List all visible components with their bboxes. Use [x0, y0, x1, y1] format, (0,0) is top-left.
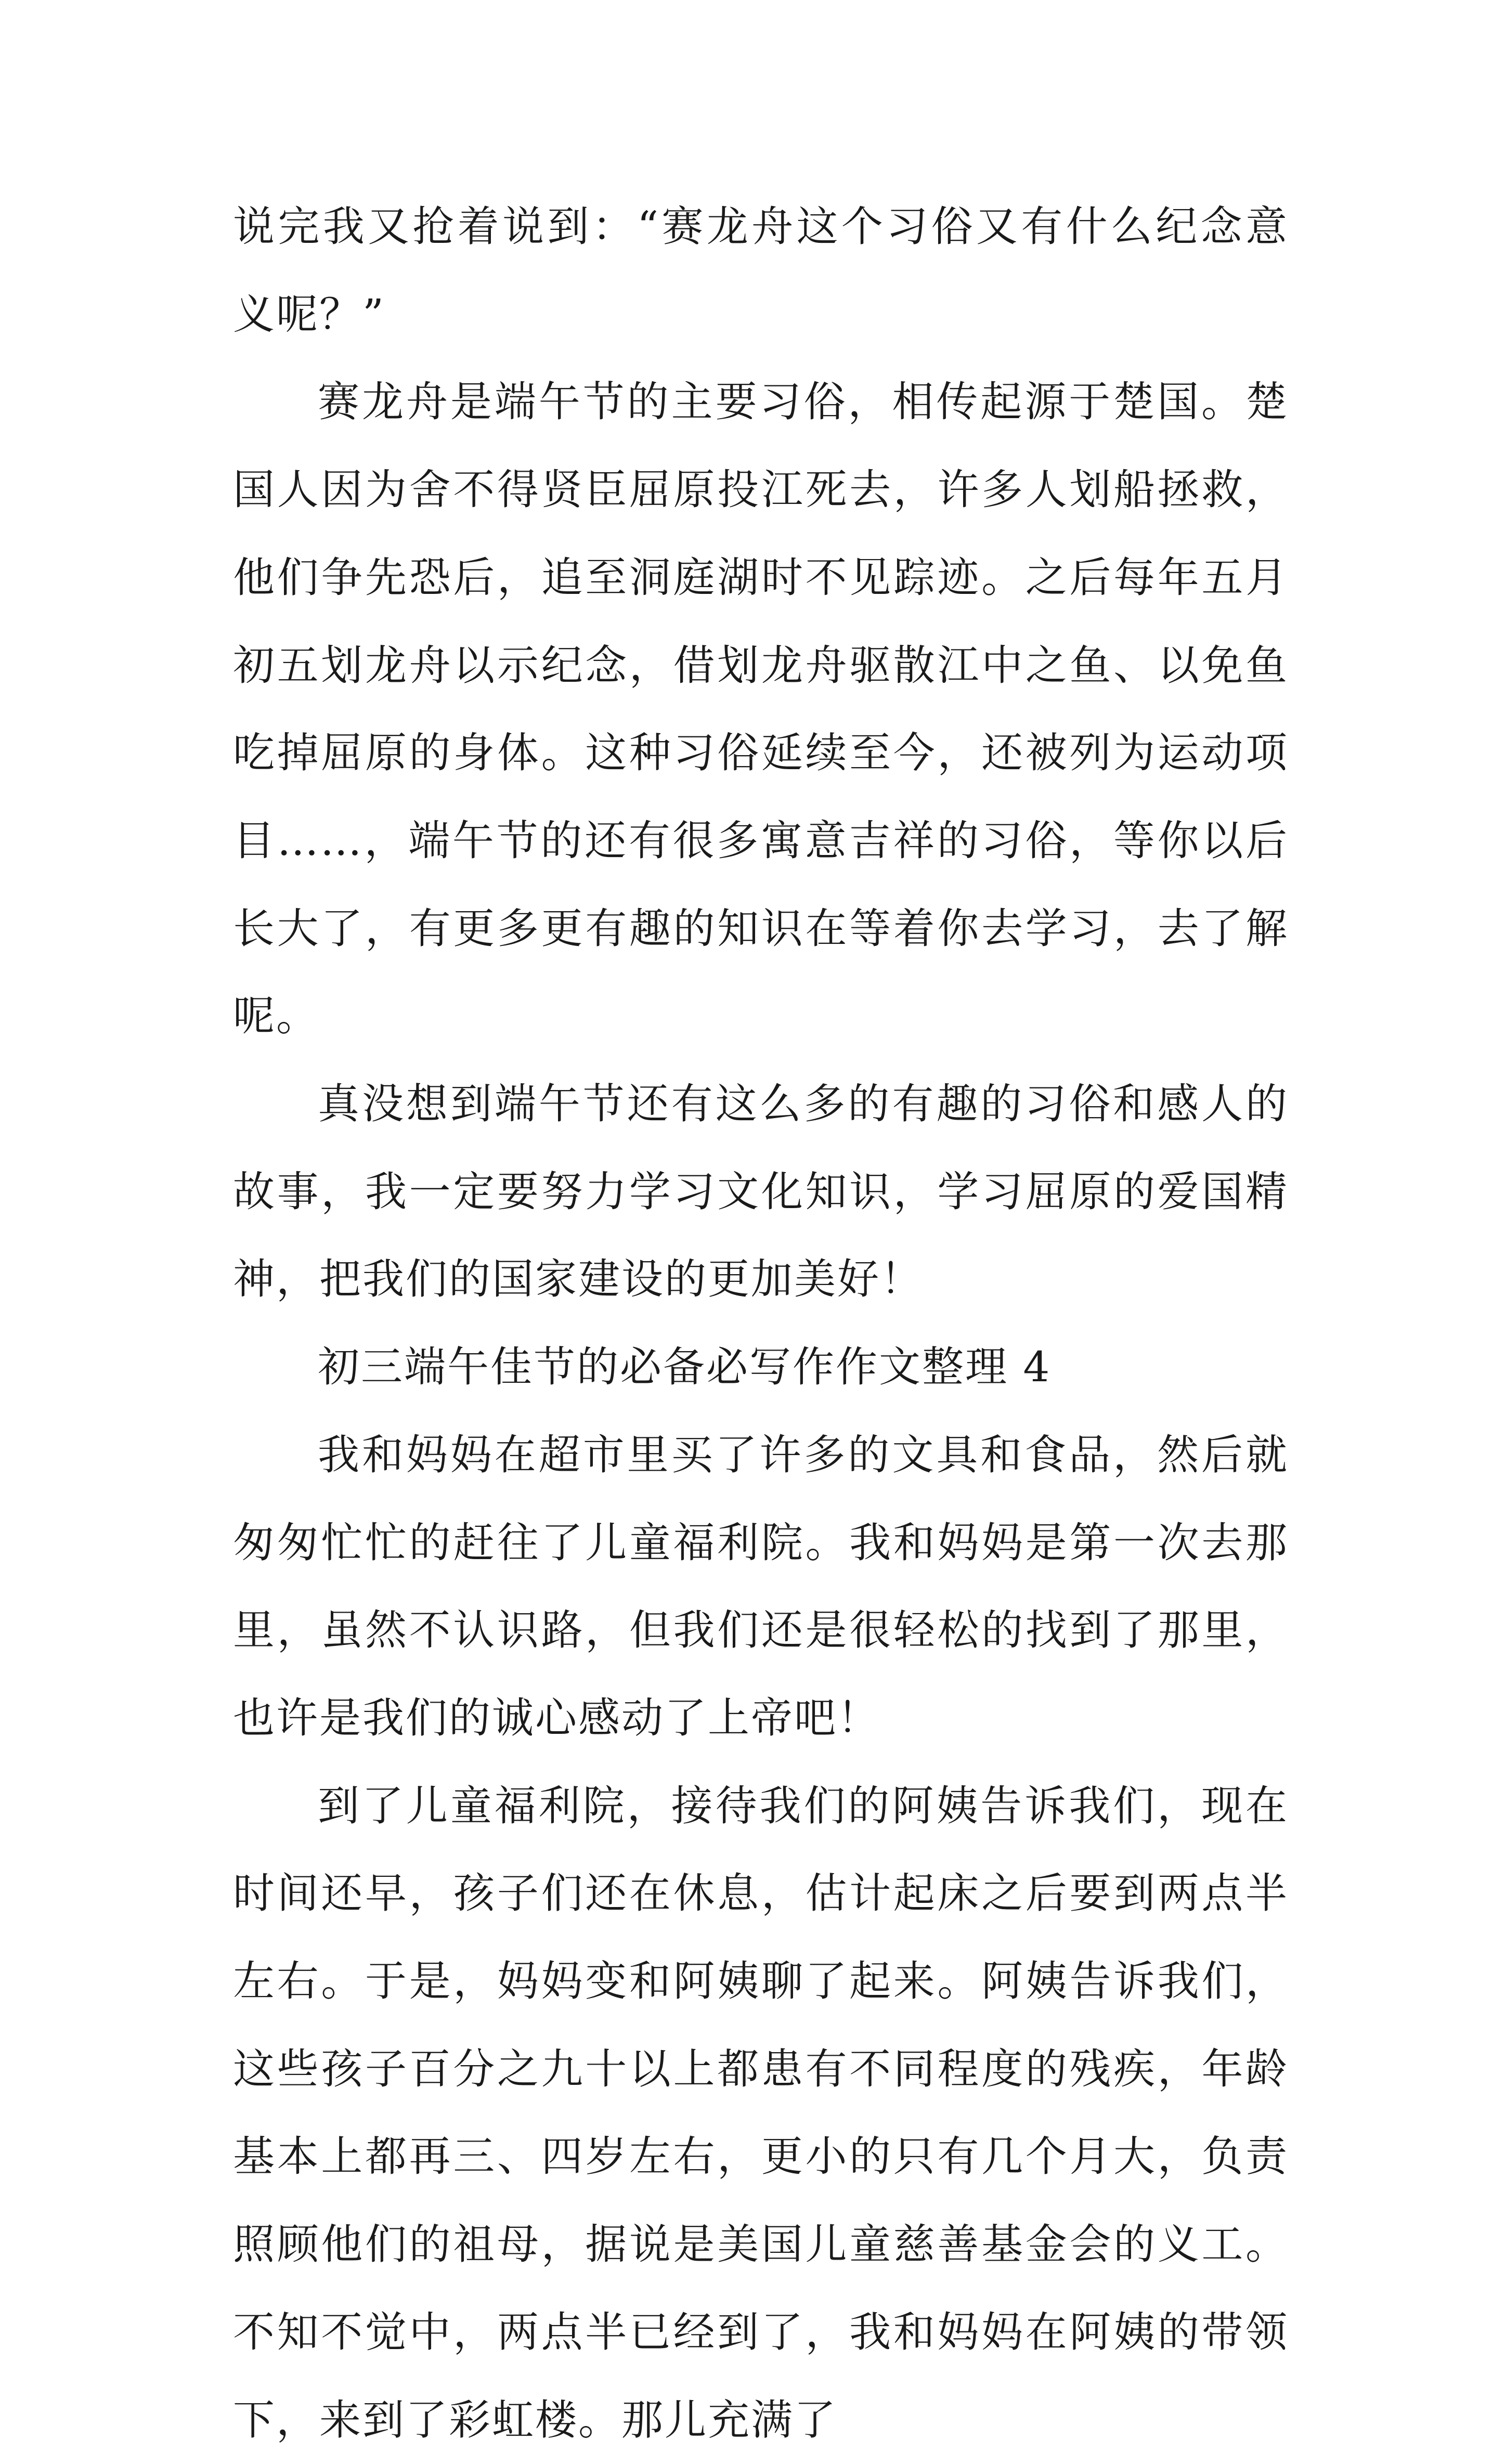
document-body	[233, 183, 1289, 2464]
paragraph-dragon-boat: 赛龙舟是端午节的主要习俗，相传起源于楚国。楚国人因为舍不得贤臣屈原投江死去，许多人划船拯救，他们争先恐后，追至洞庭湖时不见踪迹。之后每年五月初五划龙舟以示纪念，借划龙舟驱散江中之鱼、以免鱼吃掉屈原的身体。这种习俗延续至今，还被列为运动项目……，端午节的还有很多寓意吉祥的习俗，等你以后长大了，有更多更有趣的知识在等着你去学习，去了解呢。	[233, 378, 1289, 1041]
paragraph-welfare-home-visit: 我和妈妈在超市里买了许多的文具和食品，然后就匆匆忙忙的赶往了儿童福利院。我和妈妈是第一次去那里，虽然不认识路，但我们还是很轻松的找到了那里，也许是我们的诚心感动了上帝吧！	[233, 1430, 1289, 1742]
paragraph-conclusion: 真没想到端午节还有这么多的有趣的习俗和感人的故事，我一定要努力学习文化知识，学习屈原的爱国精神，把我们的国家建设的更加美好！	[233, 1080, 1289, 1304]
paragraph-continuation: 说完我又抢着说到：“赛龙舟这个习俗又有什么纪念意义呢？”	[233, 202, 1289, 339]
essay-heading: 初三端午佳节的必备必写作作文整理 4	[318, 1343, 1052, 1392]
paragraph-welfare-home-arrival: 到了儿童福利院，接待我们的阿姨告诉我们，现在时间还早，孩子们还在休息，估计起床之后要到两点半左右。于是，妈妈变和阿姨聊了起来。阿姨告诉我们，这些孩子百分之九十以上都患有不同程度的残疾，年龄基本上都再三、四岁左右，更小的只有几个月大，负责照顾他们的祖母，据说是美国儿童慈善基金会的义工。不知不觉中，两点半已经到了，我和妈妈在阿姨的带领下，来到了彩虹楼。那儿充满了	[233, 1781, 1289, 2444]
